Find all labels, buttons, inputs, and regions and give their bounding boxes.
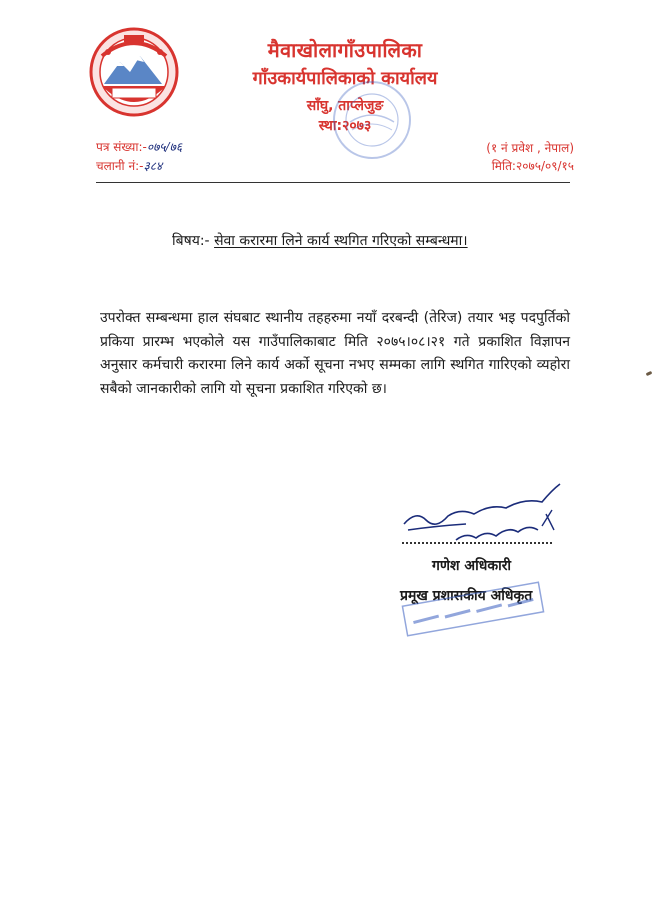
office-name: गाँउकार्यपालिकाको कार्यालय: [252, 68, 438, 89]
signatory-name: गणेश अधिकारी: [432, 558, 512, 574]
dispatch-number-label: चलानी नं:-: [96, 159, 144, 173]
handwritten-signature: [396, 480, 566, 560]
established-year: स्था:२०७३: [318, 118, 372, 134]
municipality-name: मैवाखोलागाँउपालिका: [267, 38, 423, 62]
body-paragraph: उपरोक्त सम्बन्धमा हाल संघबाट स्थानीय तहहरुमा नयाँ दरबन्दी (तेरिज) तयार भइ पदपुर्तिको प्रकिया प्रारम्भ भएकोले यस गाउँपालिकाबाट मिति २०७५।०८।२१ गते प्रकाशित विज्ञापन अनुसार कर्मचारी करारमा लिने कार्य अर्को सूचना नभए सम्मका लागि स्थगित गारिएको व्यहोरा सबैको जानकारीको लागि यो सूचना प्रकाशित गरिएको छ।: [100, 310, 570, 397]
letter-number: [96, 138, 182, 155]
nepal-emblem-icon: [88, 26, 180, 118]
signature-line: [402, 542, 552, 544]
signatory-title: प्रमूख प्रशासकीय अधिकृत: [400, 588, 533, 604]
province-label: (१ नं प्रवेश , नेपाल): [486, 141, 574, 155]
subject-text: सेवा करारमा लिने कार्य स्थगित गरिएको सम्बन्धमा।: [214, 233, 468, 249]
designation-stamp-icon: [398, 580, 548, 638]
paper-speck: [646, 371, 653, 376]
letter-date: मिति:२०७५/०९/१५: [491, 159, 574, 173]
dispatch-number: [96, 157, 162, 174]
office-location: साँघु, ताप्लेजुङ: [306, 98, 384, 114]
dispatch-number-value: ३८४: [143, 159, 163, 173]
subject-line: [172, 231, 468, 250]
letter-number-label: पत्र संख्या:-: [96, 140, 147, 154]
round-stamp-icon: [330, 78, 414, 162]
subject-label: बिषय:-: [172, 233, 210, 249]
header-divider: [96, 182, 570, 183]
letter-number-value: ०७५/७६: [146, 140, 183, 154]
